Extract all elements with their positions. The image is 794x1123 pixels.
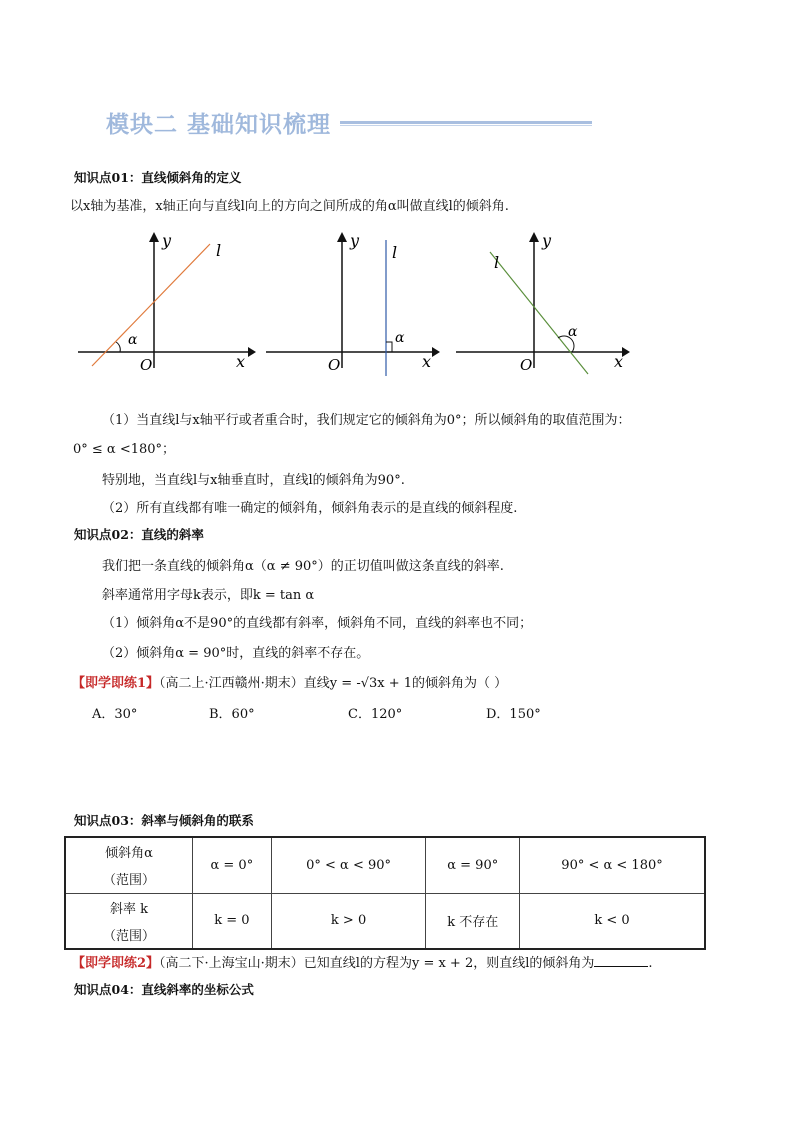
example2-text: （高二下·上海宝山·期末）已知直线l的方程为y = x + 2，则直线l的倾斜角为 <box>159 956 595 971</box>
table-header-slope-label: 斜率 k <box>109 901 148 917</box>
y-axis-arrow <box>529 232 539 242</box>
example1-option-b[interactable]: B．60° <box>209 707 255 722</box>
y-axis-arrow <box>337 232 347 242</box>
graph-obtuse-angle <box>452 226 642 376</box>
kp01-note1b: 0° ≤ α <180°； <box>73 442 176 457</box>
line-l <box>92 244 210 366</box>
table-cell: α = 90° <box>426 837 520 893</box>
table-cell: α = 0° <box>193 837 272 893</box>
angle-label: α <box>395 330 405 346</box>
kp03-heading: 知识点03：斜率与倾斜角的联系 <box>74 813 254 828</box>
kp01-note1c: 特别地，当直线l与x轴垂直时，直线l的倾斜角为90°. <box>102 473 405 488</box>
example1-option-a[interactable]: A．30° <box>92 707 138 722</box>
angle-label: α <box>568 324 578 340</box>
table-header-angle-range: （范围） <box>102 873 155 889</box>
angle-arc <box>116 342 120 352</box>
table-cell: k 不存在 <box>426 893 520 949</box>
origin-label: O <box>328 356 341 374</box>
y-label: y <box>162 231 172 250</box>
y-axis-arrow <box>149 232 159 242</box>
table-row-angle <box>65 837 705 893</box>
table-cell: k > 0 <box>271 893 426 949</box>
table-header-slope <box>65 893 193 949</box>
x-axis-arrow <box>622 347 630 357</box>
x-axis-arrow <box>248 347 256 357</box>
graph-right-angle <box>262 226 452 376</box>
table-header-slope-range: （范围） <box>102 928 155 944</box>
slope-angle-table <box>64 836 706 950</box>
line-label: l <box>392 243 398 262</box>
kp01-note1a: （1）当直线l与x轴平行或者重合时，我们规定它的倾斜角为0°；所以倾斜角的取值范围为： <box>102 413 631 428</box>
table-cell: k < 0 <box>520 893 705 949</box>
example1-option-c[interactable]: C．120° <box>348 707 403 722</box>
module-title: 模块二 基础知识梳理 <box>106 112 332 138</box>
right-angle-mark <box>386 342 392 352</box>
example2-end: . <box>648 956 653 971</box>
example1-tag: 【即学即练1】 <box>72 676 160 691</box>
origin-label: O <box>140 356 153 374</box>
origin-label: O <box>520 356 533 374</box>
example1-option-d[interactable]: D．150° <box>486 707 541 722</box>
kp02-line3: （1）倾斜角α不是90°的直线都有斜率，倾斜角不同，直线的斜率也不同； <box>102 616 533 631</box>
title-underline-thin <box>340 125 592 126</box>
title-underline <box>340 121 592 124</box>
table-header-angle-label: 倾斜角α <box>105 846 153 862</box>
kp02-heading: 知识点02：直线的斜率 <box>74 527 204 542</box>
table-header-angle <box>65 837 193 893</box>
table-cell: 0° < α < 90° <box>271 837 426 893</box>
kp02-line1: 我们把一条直线的倾斜角α（α ≠ 90°）的正切值叫做这条直线的斜率. <box>102 559 504 574</box>
x-label: x <box>422 352 432 371</box>
table-cell: k = 0 <box>193 893 272 949</box>
line-label: l <box>494 253 500 272</box>
line-l <box>490 252 588 374</box>
example2 <box>72 952 653 971</box>
graph-acute-angle <box>70 226 260 376</box>
x-label: x <box>236 352 246 371</box>
example1-text: （高二上·江西赣州·期末）直线y = -√3x + 1的倾斜角为（ ） <box>159 676 508 691</box>
angle-label: α <box>128 332 138 348</box>
x-label: x <box>614 352 624 371</box>
kp01-heading: 知识点01：直线倾斜角的定义 <box>74 170 242 185</box>
kp04-heading: 知识点04：直线斜率的坐标公式 <box>74 982 254 997</box>
line-label: l <box>216 241 222 260</box>
y-label: y <box>350 231 360 250</box>
y-label: y <box>542 231 552 250</box>
table-row-slope <box>65 893 705 949</box>
kp02-line4: （2）倾斜角α = 90°时，直线的斜率不存在。 <box>102 646 370 661</box>
example1 <box>72 672 507 691</box>
answer-blank[interactable] <box>594 954 648 967</box>
kp01-definition: 以x轴为基准，x轴正向与直线l向上的方向之间所成的角α叫做直线l的倾斜角. <box>70 199 509 214</box>
kp01-note2: （2）所有直线都有唯一确定的倾斜角，倾斜角表示的是直线的倾斜程度. <box>102 501 518 516</box>
example2-tag: 【即学即练2】 <box>72 956 160 971</box>
kp02-line2: 斜率通常用字母k表示，即k = tan α <box>102 588 315 603</box>
x-axis-arrow <box>432 347 440 357</box>
table-cell: 90° < α < 180° <box>520 837 705 893</box>
